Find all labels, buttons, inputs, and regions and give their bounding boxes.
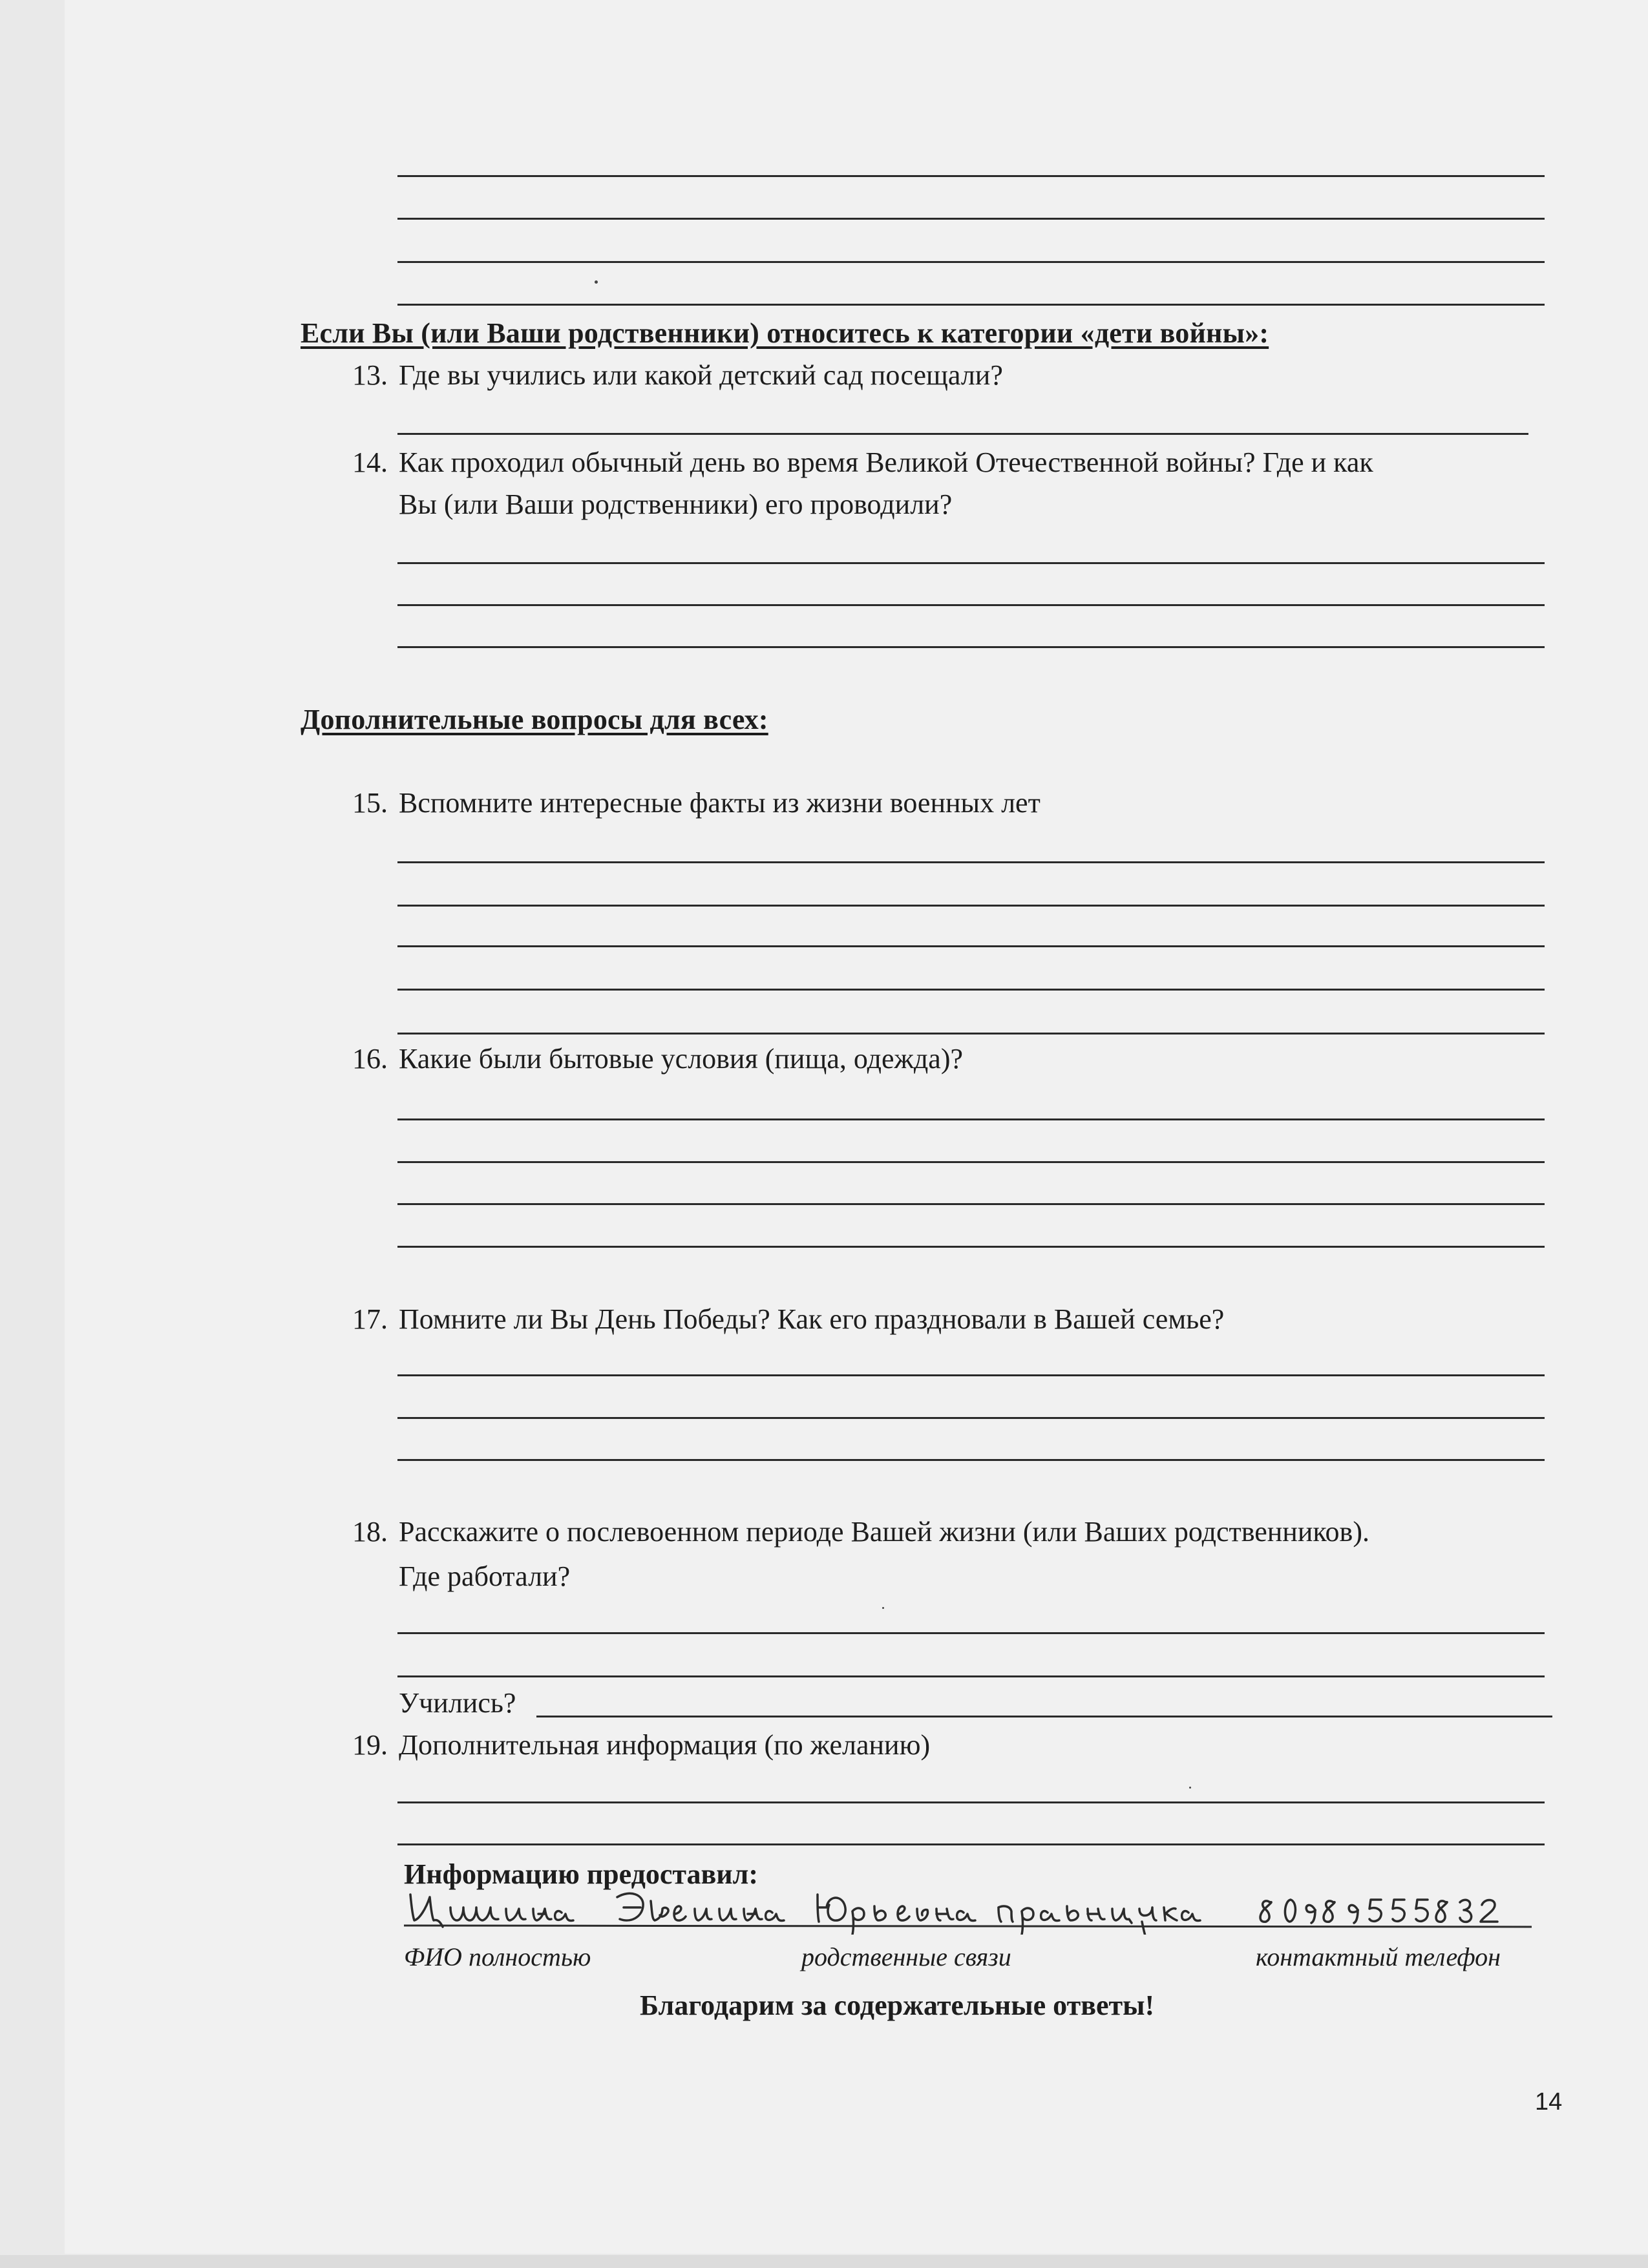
answer-line xyxy=(397,1417,1545,1419)
answer-line xyxy=(397,646,1545,648)
question-number: 17. xyxy=(352,1303,388,1335)
question-18-studied-label: Учились? xyxy=(399,1687,516,1719)
caption-full-name: ФИО полностью xyxy=(404,1942,591,1971)
question-14-continuation: Вы (или Ваши родственники) его проводили? xyxy=(399,488,953,520)
question-text: Как проходил обычный день во время Великой Отечественной войны? Где и как xyxy=(399,446,1373,478)
answer-line xyxy=(397,861,1545,863)
thanks-message: Благодарим за содержательные ответы! xyxy=(640,1990,1155,2021)
answer-line xyxy=(397,1675,1545,1677)
question-number: 14. xyxy=(352,446,388,478)
question-text: Вспомните интересные факты из жизни военных лет xyxy=(399,787,1041,819)
answer-line xyxy=(397,604,1545,606)
question-number: 16. xyxy=(352,1043,388,1075)
answer-line xyxy=(397,562,1545,564)
answer-line xyxy=(397,905,1545,907)
answer-line xyxy=(397,218,1545,220)
section-heading-children-of-war: Если Вы (или Ваши родственники) относитесь к категории «дети войны»: xyxy=(301,317,1269,349)
answer-line xyxy=(397,1801,1545,1803)
scan-speck xyxy=(1189,1787,1191,1789)
answer-line xyxy=(397,989,1545,991)
answer-line xyxy=(397,433,1528,435)
answer-line xyxy=(397,1374,1545,1376)
answer-line xyxy=(397,175,1545,177)
scan-speck xyxy=(595,280,598,284)
question-text: Помните ли Вы День Победы? Как его праздновали в Вашей семье? xyxy=(399,1303,1225,1335)
scan-bottom-edge xyxy=(0,2255,1648,2268)
answer-line xyxy=(397,1843,1545,1845)
answer-line xyxy=(397,1459,1545,1461)
caption-relation: родственные связи xyxy=(801,1942,1011,1971)
section-heading-additional: Дополнительные вопросы для всех: xyxy=(301,704,768,735)
question-number: 19. xyxy=(352,1729,388,1761)
answer-line xyxy=(397,1033,1545,1034)
answer-line xyxy=(397,1161,1545,1163)
answer-line xyxy=(397,1246,1545,1248)
question-text: Какие были бытовые условия (пища, одежда)? xyxy=(399,1043,964,1075)
question-number: 13. xyxy=(352,359,388,391)
caption-phone: контактный телефон xyxy=(1256,1942,1501,1971)
handwritten-signature-line xyxy=(404,1883,1532,1935)
answer-line xyxy=(397,1118,1545,1120)
question-number: 18. xyxy=(352,1516,388,1548)
question-text: Где вы учились или какой детский сад посещали? xyxy=(399,359,1003,391)
question-text: Дополнительная информация (по желанию) xyxy=(399,1729,931,1761)
answer-line xyxy=(397,945,1545,947)
question-text: Расскажите о послевоенном периоде Вашей жизни (или Ваших родственников). xyxy=(399,1516,1369,1548)
answer-line xyxy=(536,1716,1552,1717)
answer-line xyxy=(397,304,1545,306)
provider-label: Информацию предоставил: xyxy=(404,1858,758,1890)
scan-speck xyxy=(882,1607,884,1609)
answer-line xyxy=(397,1632,1545,1634)
page-number: 14 xyxy=(1535,2088,1563,2116)
question-18-continuation: Где работали? xyxy=(399,1560,571,1592)
answer-line xyxy=(397,1203,1545,1205)
answer-line xyxy=(397,261,1545,263)
question-number: 15. xyxy=(352,787,388,819)
